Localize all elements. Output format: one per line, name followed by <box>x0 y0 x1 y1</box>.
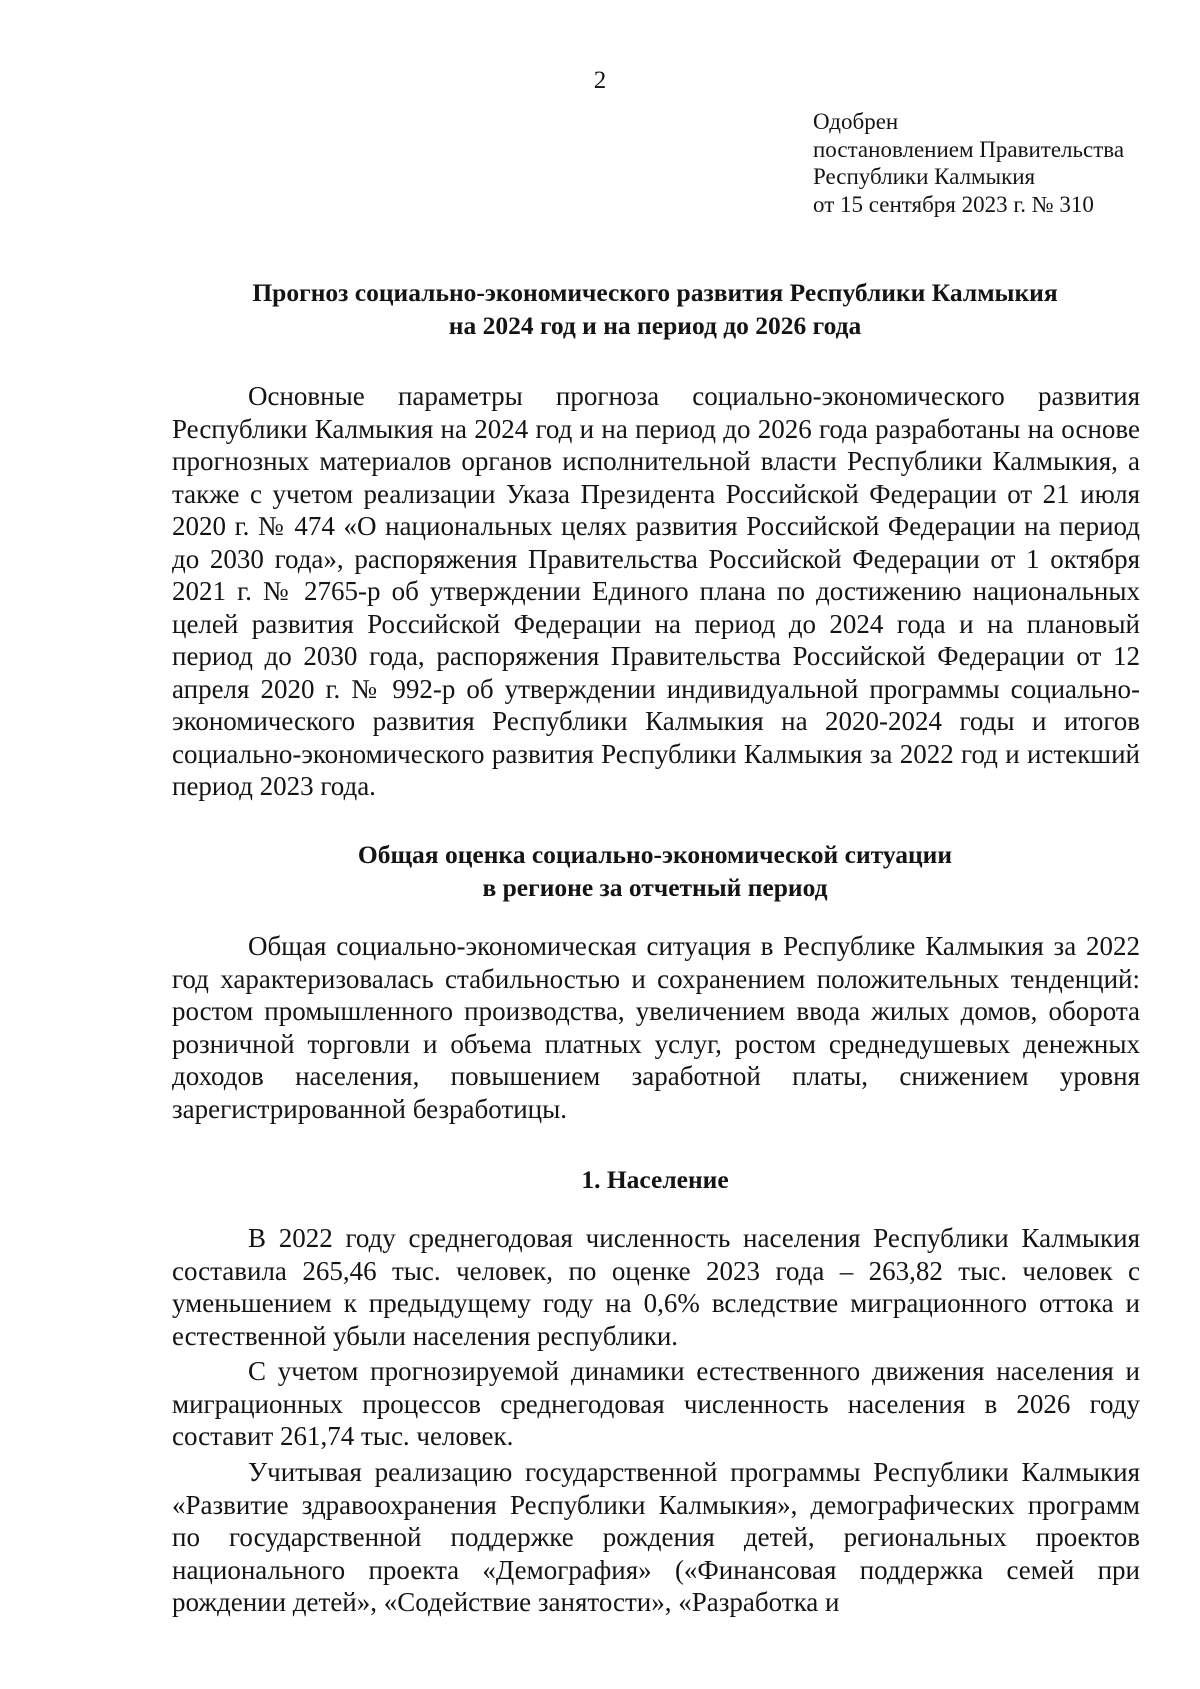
page-number: 2 <box>593 67 607 94</box>
overview-heading <box>170 838 1140 904</box>
population-paragraph: Учитывая реализацию государственной программы Республики Калмыкия «Развитие здравоохранения Республики Калмыкия», демографических программ по государственной поддержке рождения детей, региональных проектов национального проекта «Демография» («Финансовая поддержка семей при рождении детей», «Содействие занятости», «Разработка и <box>172 1457 1140 1617</box>
approval-line: Республики Калмыкия <box>813 164 1036 189</box>
approval-line: Одобрен <box>813 109 899 134</box>
overview-heading-line: в регионе за отчетный период <box>482 873 828 902</box>
overview-heading-line: Общая оценка социально-экономической ситуации <box>357 840 953 869</box>
population-paragraph: С учетом прогнозируемой динамики естественного движения населения и миграционных процессов среднегодовая численность населения в 2026 году составит 261,74 тыс. человек. <box>172 1356 1140 1451</box>
overview-paragraph: Общая социально-экономическая ситуация в Республике Калмыкия за 2022 год характеризовалась стабильностью и сохранением положительных тенденций: ростом промышленного производства, увеличением ввода жилых домов, оборота розничной торговли и объема платных услуг, ростом среднедушевых денежных доходов населения, повышением заработной платы, снижением уровня зарегистрированной безработицы. <box>172 931 1140 1124</box>
document-title <box>170 276 1140 342</box>
intro-paragraph: Основные параметры прогноза социально-экономического развития Республики Калмыкия на 2024 год и на период до 2026 года разработаны на основе прогнозных материалов органов исполнительной власти Республики Калмыкия, а также с учетом реализации Указа Президента Российской Федерации от 21 июля 2020 г. № 474 «О национальных целях развития Российской Федерации на период до 2030 года», распоряжения Правительства Российской Федерации от 1 октября 2021 г. № 2765-р об утверждении Единого плана по достижению национальных целей развития Российской Федерации на период до 2024 года и на плановый период до 2030 года, распоряжения Правительства Российской Федерации от 12 апреля 2020 г. № 992-р об утверждении индивидуальной программы социально-экономического развития Республики Калмыкия на 2020-2024 годы и итогов социально-экономического развития Республики Калмыкия за 2022 год и истекший период 2023 года. <box>172 381 1140 801</box>
approval-stamp-block <box>813 108 1173 218</box>
document-title-line: Прогноз социально-экономического развития Республики Калмыкия <box>252 278 1058 307</box>
document-title-line: на 2024 год и на период до 2026 года <box>448 311 862 340</box>
approval-line: постановлением Правительства <box>813 136 1125 162</box>
approval-line: от 15 сентября 2023 г. № 310 <box>813 191 1094 217</box>
population-paragraph: В 2022 году среднегодовая численность населения Республики Калмыкия составила 265,46 тыс. человек, по оценке 2023 года – 263,82 тыс. человек с уменьшением к предыдущему году на 0,6% вследствие миграционного оттока и естественной убыли населения республики. <box>172 1223 1140 1351</box>
population-heading: 1. Население <box>581 1165 729 1194</box>
